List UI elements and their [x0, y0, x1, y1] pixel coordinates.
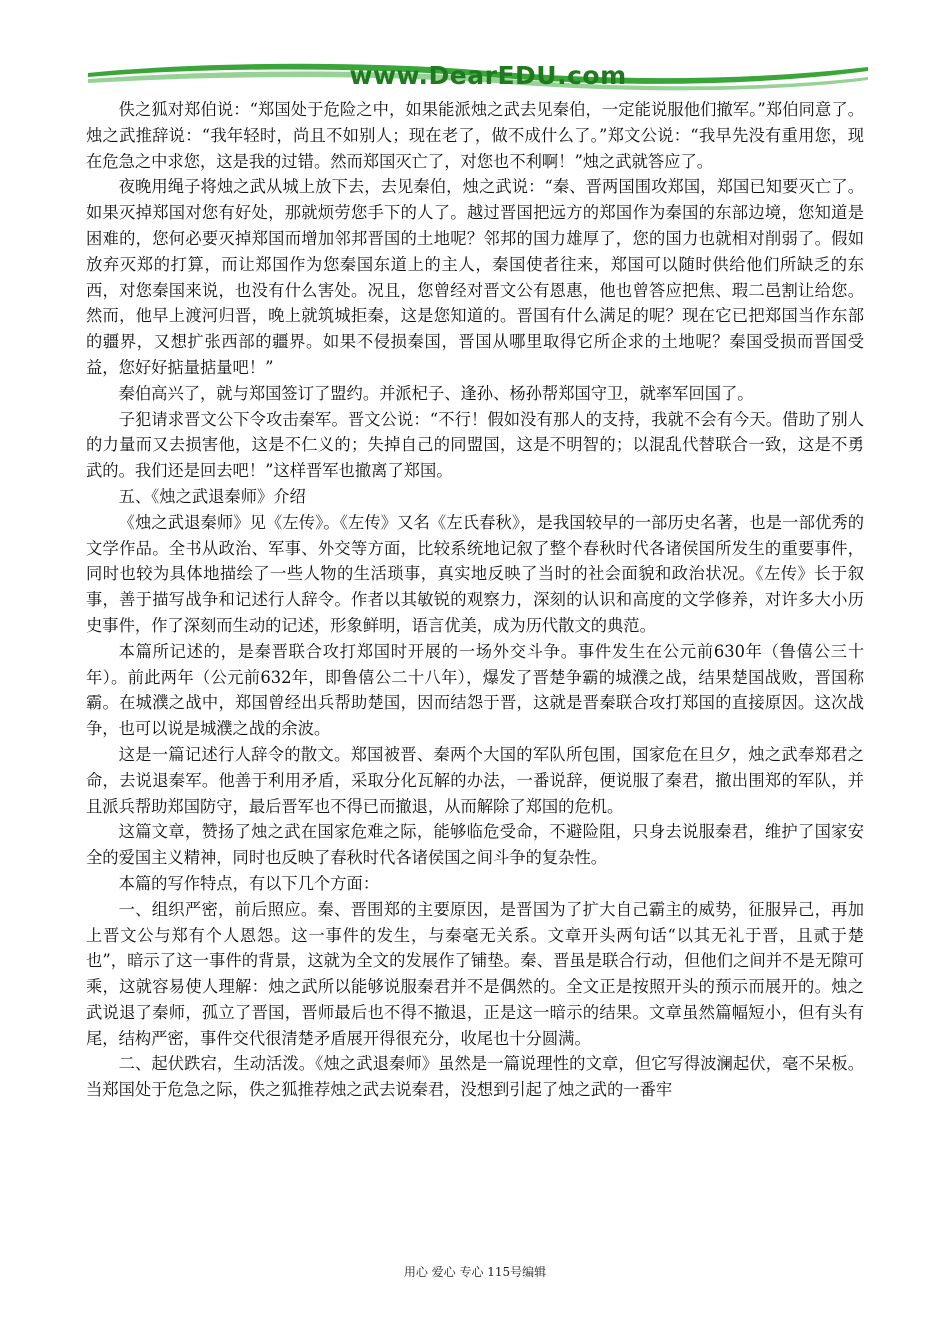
paragraph: 这篇文章，赞扬了烛之武在国家危难之际，能够临危受命，不避险阻，只身去说服秦君，维护了国家安全的爱国主义精神，同时也反映了春秋时代各诸侯国之间斗争的复杂性。: [86, 822, 864, 868]
paragraph: 这是一篇记述行人辞令的散文。郑国被晋、秦两个大国的军队所包围，国家危在旦夕，烛之武奉郑君之命，去说退秦军。他善于利用矛盾，采取分化瓦解的办法，一番说辞，便说服了秦君，撤出围郑的军队，并且派兵帮助郑国防守，最后晋军也不得已而撤退，从而解除了郑国的危机。: [86, 744, 864, 816]
paragraph: 秦伯高兴了，就与郑国签订了盟约。并派杞子、逢孙、杨孙帮郑国守卫，就率军回国了。: [118, 383, 754, 403]
section-heading: 五、《烛之武退秦师》介绍: [118, 486, 306, 506]
site-name: www.DearEDU.com: [349, 61, 627, 90]
paragraph: 子犯请求晋文公下令攻击秦军。晋文公说：“不行！假如没有那人的支持，我就不会有今天。借助了别人的力量而又去损害他，这是不仁义的；失掉自己的同盟国，这是不明智的；以混乱代替联合一致，这是不勇武的。我们还是回去吧！”这样晋军也撤离了郑国。: [86, 409, 864, 481]
paragraph: 佚之狐对郑伯说：“郑国处于危险之中，如果能派烛之武去见秦伯，一定能说服他们撤军。”郑伯同意了。烛之武推辞说：“我年轻时，尚且不如别人；现在老了，做不成什么了。”郑文公说：“我早先没有重用您，现在危急之中求您，这是我的过错。然而郑国灭亡了，对您也不利啊！”烛之武就答应了。: [86, 100, 864, 171]
paragraph: 一、组织严密，前后照应。秦、晋围郑的主要原因，是晋国为了扩大自己霸主的威势，征服异己，再加上晋文公与郑有个人恩怨。这一事件的发生，与秦毫无关系。文章开头两句话“以其无礼于晋，且贰于楚也”，暗示了这一事件的背景，这就为全文的发展作了铺垫。秦、晋虽是联合行动，但他们之间并不是无隙可乘，这就容易使人理解：烛之武所以能够说服秦君并不是偶然的。全文正是按照开头的预示而展开的。烛之武说退了秦师，孤立了晋国，晋师最后也不得不撤退，正是这一暗示的结果。文章虽然篇幅短小，但有头有尾，结构严密，事件交代很清楚矛盾展开得很充分，收尾也十分圆满。: [86, 899, 864, 1048]
page-footer: 用心 爱心 专心 115号编辑: [403, 1265, 547, 1279]
paragraph: 本篇所记述的，是秦晋联合攻打郑国时开展的一场外交斗争。事件发生在公元前630年（鲁僖公三十年）。前此两年（公元前632年，即鲁僖公二十八年），爆发了晋楚争霸的城濮之战，结果楚国战败，晋国称霸。在城濮之战中，郑国曾经出兵帮助楚国，因而结怨于晋，这就是晋秦联合攻打郑国的直接原因。这次战争，也可以说是城濮之战的余波。: [86, 641, 864, 739]
site-header: [88, 55, 868, 95]
article-body: [86, 97, 864, 1103]
paragraph: 二、起伏跌宕，生动活泼。《烛之武退秦师》虽然是一篇说理性的文章，但它写得波澜起伏，毫不呆板。当郑国处于危急之际，佚之狐推荐烛之武去说秦君，没想到引起了烛之武的一番牢: [86, 1054, 864, 1100]
paragraph: 《烛之武退秦师》见《左传》。《左传》又名《左氏春秋》，是我国较早的一部历史名著，也是一部优秀的文学作品。全书从政治、军事、外交等方面，比较系统地记叙了整个春秋时代各诸侯国所发生的重要事件，同时也较为具体地描绘了一些人物的生活琐事，真实地反映了当时的社会面貌和政治状况。《左传》长于叙事，善于描写战争和记述行人辞令。作者以其敏锐的观察力，深刻的认识和高度的文学修养，对许多大小历史事件，作了深刻而生动的记述，形象鲜明，语言优美，成为历代散文的典范。: [86, 512, 864, 635]
paragraph: 夜晚用绳子将烛之武从城上放下去，去见秦伯，烛之武说：“秦、晋两国围攻郑国，郑国已知要灭亡了。如果灭掉郑国对您有好处，那就烦劳您手下的人了。越过晋国把远方的郑国作为秦国的东部边境，您知道是困难的，您何必要灭掉郑国而增加邻邦晋国的土地呢？邻邦的国力雄厚了，您的国力也就相对削弱了。假如放弃灭郑的打算，而让郑国作为您秦国东道上的主人，秦国使者往来，郑国可以随时供给他们所缺乏的东西，对您秦国来说，也没有什么害处。况且，您曾经对晋文公有恩惠，他也曾答应把焦、瑕二邑割让给您。然而，他早上渡河归晋，晚上就筑城拒秦，这是您知道的。晋国有什么满足的呢？现在它已把郑国当作东部的疆界，又想扩张西部的疆界。如果不侵损秦国，晋国从哪里取得它所企求的土地呢？秦国受损而晋国受益，您好好掂量掂量吧！”: [86, 177, 864, 377]
paragraph: 本篇的写作特点，有以下几个方面：: [118, 873, 380, 893]
